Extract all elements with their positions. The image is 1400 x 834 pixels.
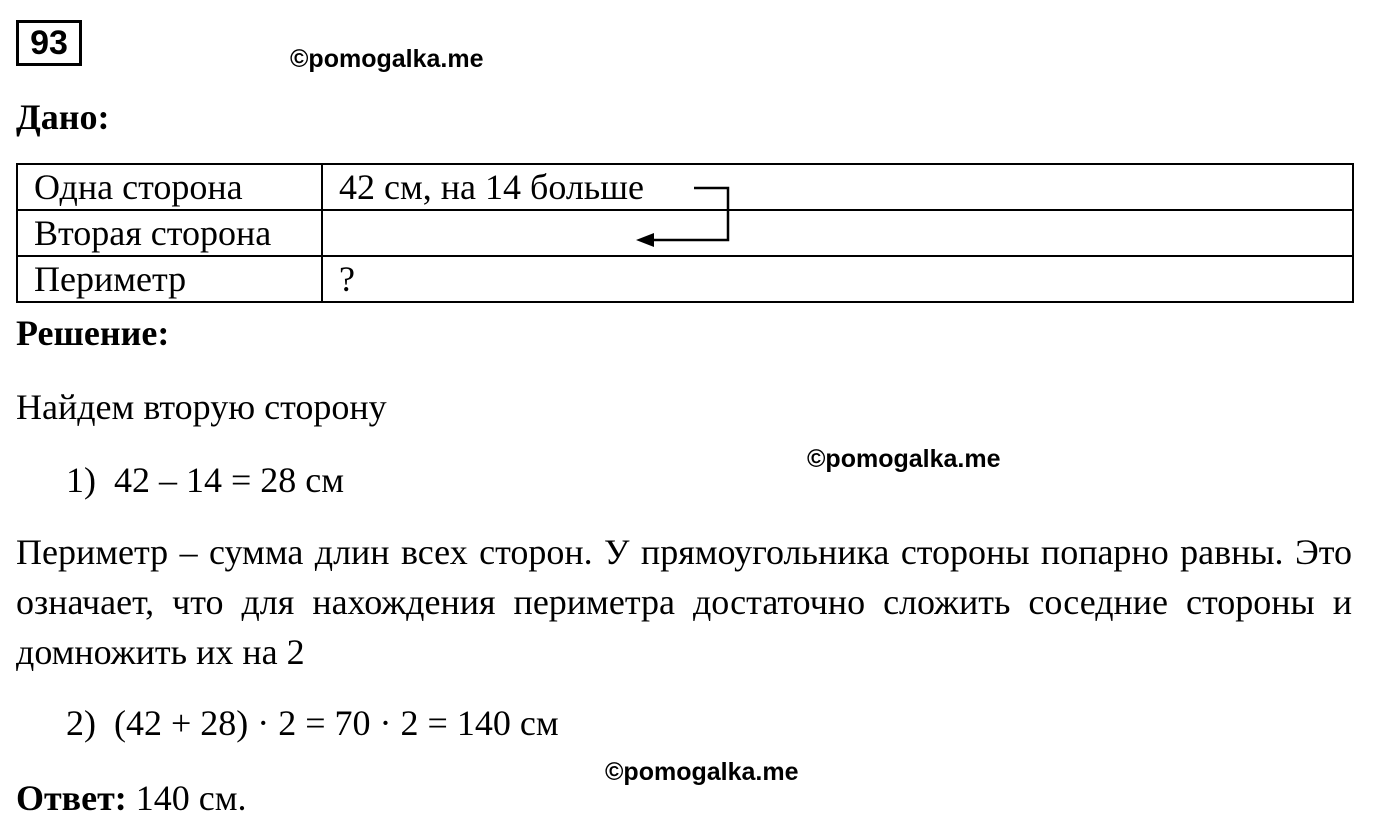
solution-step-1: 1) 42 – 14 = 28 см (66, 460, 345, 500)
table-cell-label: Одна сторона (17, 164, 322, 210)
watermark: ©pomogalka.me (605, 758, 799, 786)
answer-label: Ответ: (16, 778, 127, 818)
table-cell-label: Вторая сторона (17, 210, 322, 256)
task-number: 93 (16, 20, 82, 66)
given-heading: Дано: (16, 97, 110, 137)
answer-line (16, 778, 247, 818)
watermark: ©pomogalka.me (290, 45, 484, 73)
answer-value: 140 см. (126, 778, 247, 818)
watermark: ©pomogalka.me (807, 445, 1001, 473)
solution-intro: Найдем вторую сторону (16, 387, 387, 427)
table-cell-value: ? (322, 256, 1353, 302)
solution-explanation: Периметр – сумма длин всех сторон. У прямоугольника стороны попарно равны. Это означает, что для нахождения периметра достаточно сложить соседние стороны и домножить их на 2 (16, 532, 1352, 672)
solution-heading: Решение: (16, 313, 170, 353)
table-cell-label: Периметр (17, 256, 322, 302)
solution-step-2: 2) (42 + 28) · 2 = 70 · 2 = 140 см (66, 703, 559, 743)
table-cell-value: 42 см, на 14 больше (322, 164, 1353, 210)
